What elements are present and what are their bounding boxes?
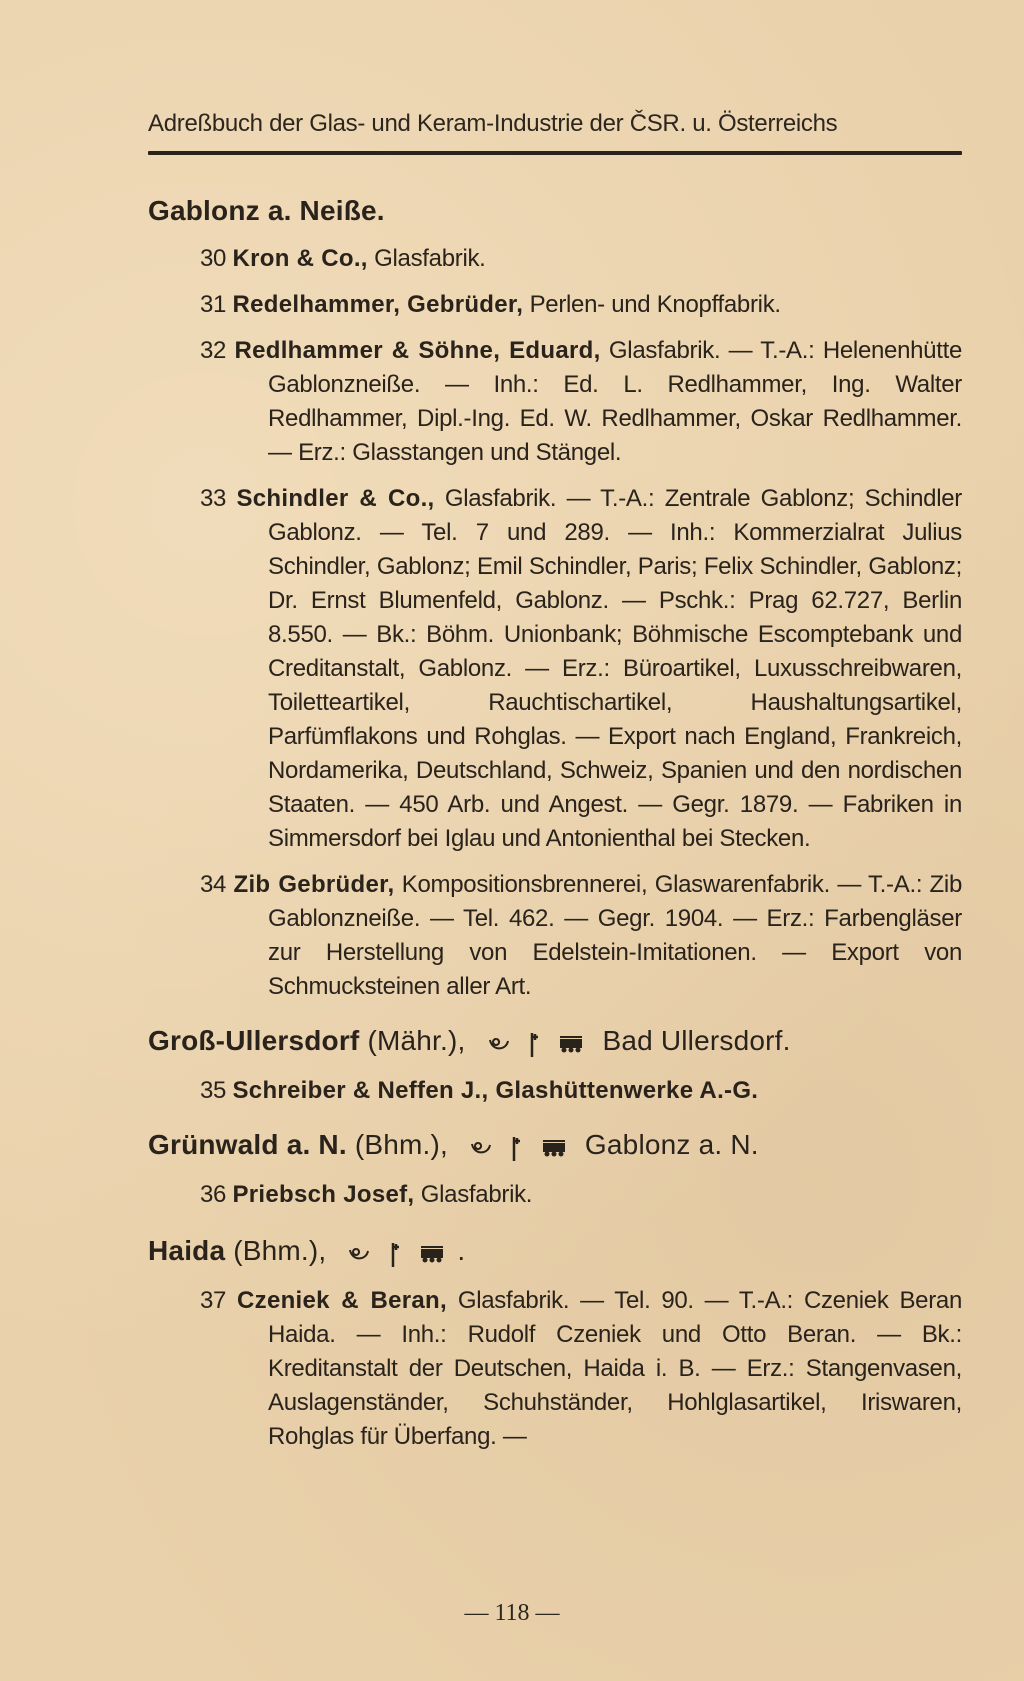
place-icons <box>464 1134 579 1159</box>
entry-text: Glasfabrik. <box>367 245 486 272</box>
railway-station: Bad Ullersdorf. <box>602 1025 791 1056</box>
place-name: Gablonz a. Neiße. <box>148 195 385 226</box>
entry-text: Glasfabrik. — Tel. 90. — T.-A.: Czeniek Beran Haida. — Inh.: Rudolf Czeniek und Otto Beran. — Bk.: Kreditanstalt der Deutschen, Haida i. B. — Erz.: Stangenvasen, Auslagenständer, Schuhständer, Hohlglasartikel, Iriswaren, Rohglas für Überfang. — <box>268 1287 962 1450</box>
railway-icon <box>558 1035 584 1053</box>
directory-content <box>148 192 962 1454</box>
entry-number: 32 <box>200 337 227 364</box>
telegraph-icon <box>510 1135 522 1161</box>
header-rule <box>148 151 962 155</box>
running-title: Adreßbuch der Glas- und Keram-Industrie der ČSR. u. Österreichs <box>148 110 838 137</box>
place-heading-gablonz <box>148 192 962 230</box>
firm-name: Schindler & Co., <box>236 485 435 512</box>
entry-text: Glasfabrik. <box>414 1181 533 1208</box>
entry-text: Kompositionsbrennerei, Glaswarenfabrik. — T.-A.: Zib Gablonzneiße. — Tel. 462. — Gegr. 1904. — Erz.: Farbengläser zur Herstellung von Edelstein-Imitationen. — Export von Schmucksteinen aller Art. <box>268 871 962 1000</box>
entry-number: 30 <box>200 245 227 272</box>
place-heading-gross-ullersdorf <box>148 1022 962 1062</box>
entry-number: 35 <box>200 1077 227 1104</box>
post-horn-icon <box>470 1139 492 1157</box>
firm-name: Zib Gebrüder, <box>233 871 395 898</box>
entry-32 <box>148 334 962 470</box>
telegraph-icon <box>389 1241 401 1267</box>
post-horn-icon <box>348 1245 370 1263</box>
place-icons <box>342 1240 457 1265</box>
entry-number: 36 <box>200 1181 227 1208</box>
entry-33 <box>148 482 962 856</box>
place-name: Groß-Ullersdorf <box>148 1025 360 1056</box>
railway-icon <box>419 1245 445 1263</box>
entry-34 <box>148 868 962 1004</box>
railway-station: Gablonz a. N. <box>584 1129 759 1160</box>
entry-text: Glasfabrik. — T.-A.: Helenenhütte Gablonzneiße. — Inh.: Ed. L. Redlhammer, Ing. Walter Redlhammer, Dipl.-Ing. Ed. W. Redlhammer, Oskar Redlhammer. — Erz.: Glasstangen und Stängel. <box>268 337 963 466</box>
firm-name: Redelhammer, Gebrüder, <box>232 291 524 318</box>
entry-30 <box>148 242 962 276</box>
entry-31 <box>148 288 962 322</box>
place-heading-haida <box>148 1232 962 1272</box>
entry-number: 33 <box>200 485 227 512</box>
entry-number: 31 <box>200 291 227 318</box>
entry-text: Glasfabrik. — T.-A.: Zentrale Gablonz; Schindler Gablonz. — Tel. 7 und 289. — Inh.: Kommerzialrat Julius Schindler, Gablonz; Emil Schindler, Paris; Felix Schindler, Gablonz; Dr. Ernst Blumenfeld, Gablonz. — Pschk.: Prag 62.727, Berlin 8.550. — Bk.: Böhm. Unionbank; Böhmische Escomptebank und Creditanstalt, Gablonz. — Erz.: Büroartikel, Luxusschreibwaren, Toiletteartikel, Rauchtischartikel, Haushaltungsartikel, Parfümflakons und Rohglas. — Export nach England, Frankreich, Nordamerika, Deutschland, Schweiz, Spanien und den nordischen Staaten. — 450 Arb. und Angest. — Gegr. 1879. — Fabriken in Simmersdorf bei Iglau und Antonienthal bei Stecken. <box>268 485 962 852</box>
place-heading-gruenwald <box>148 1126 962 1166</box>
place-qualifier: (Bhm.), <box>354 1129 448 1160</box>
place-qualifier: (Bhm.), <box>233 1235 327 1266</box>
place-name: Grünwald a. N. <box>148 1129 347 1160</box>
firm-name: Redlhammer & Söhne, Eduard, <box>234 337 601 364</box>
firm-name: Czeniek & Beran, <box>237 1287 447 1314</box>
entry-number: 34 <box>200 871 227 898</box>
entry-36 <box>148 1178 962 1212</box>
heading-period: . <box>457 1235 466 1266</box>
railway-icon <box>541 1139 567 1157</box>
place-qualifier: (Mähr.), <box>367 1025 466 1056</box>
firm-name: Schreiber & Neffen J., Glashüttenwerke A.-G. <box>232 1077 759 1104</box>
entry-text: Perlen- und Knopffabrik. <box>523 291 781 318</box>
firm-name: Kron & Co., <box>232 245 368 272</box>
entry-35 <box>148 1074 962 1108</box>
telegraph-icon <box>528 1031 540 1057</box>
firm-name: Priebsch Josef, <box>232 1181 415 1208</box>
page-number: — 118 — <box>464 1600 560 1626</box>
entry-number: 37 <box>200 1287 227 1314</box>
entry-37 <box>148 1284 962 1454</box>
place-name: Haida <box>148 1235 226 1266</box>
place-icons <box>482 1030 597 1055</box>
post-horn-icon <box>488 1035 510 1053</box>
